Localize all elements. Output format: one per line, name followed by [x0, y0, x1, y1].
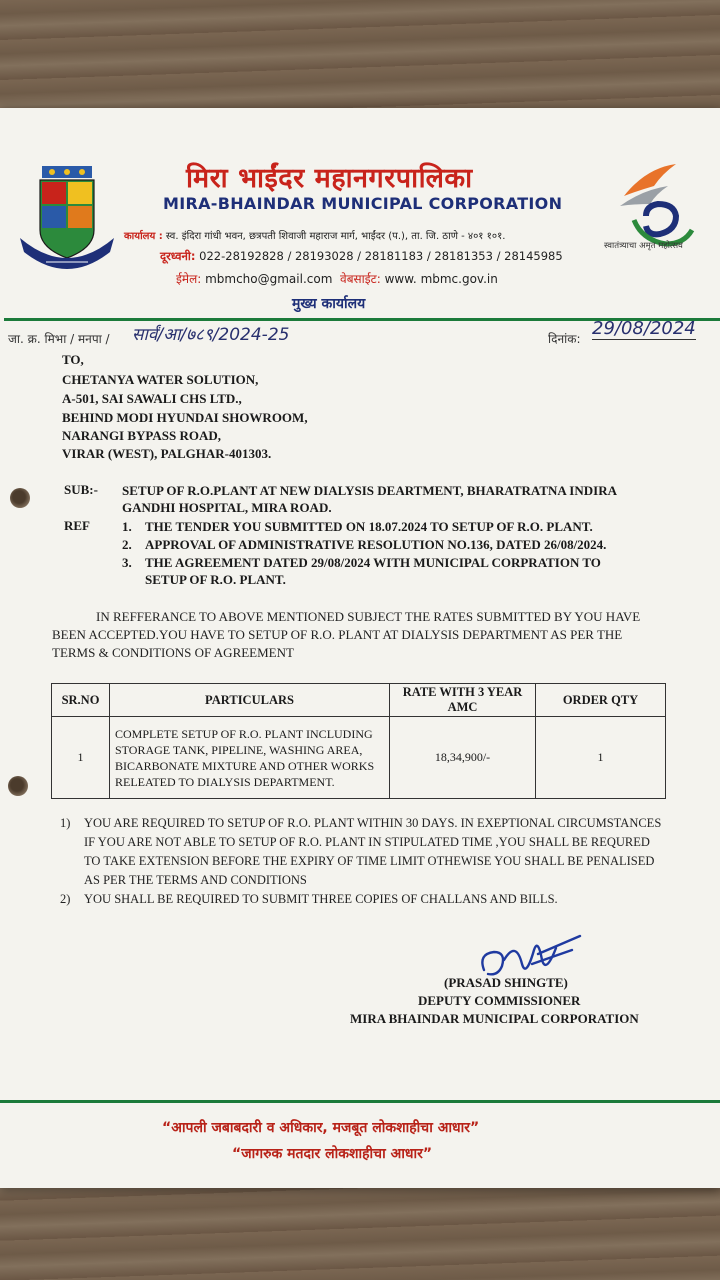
condition-item [60, 890, 672, 910]
reference-item [122, 554, 662, 571]
reference-item [122, 536, 662, 553]
body-paragraph [52, 608, 666, 662]
footer-slogan: “जागरुक मतदार लोकशाहीचा आधार” [232, 1146, 433, 1162]
corporation-title-english: MIRA-BHAINDAR MUNICIPAL CORPORATION [163, 194, 563, 213]
reference-number: सार्वं/आ/७८९/2024-25 [132, 325, 290, 345]
website-text: www. mbmc.gov.in [384, 272, 498, 286]
signatory-name: (PRASAD SHINGTE) [444, 975, 568, 990]
reference-continuation: SETUP OF R.O. PLANT. [145, 572, 286, 587]
office-address [124, 228, 505, 242]
references-label: REF [64, 518, 90, 533]
office-contact [176, 270, 498, 287]
corporation-title-marathi: मिरा भाईंदर महानगरपालिका [186, 163, 473, 194]
subject-label: SUB:- [64, 482, 98, 497]
date-label: दिनांक: [548, 332, 581, 346]
footer-slogan: “आपली जबाबदारी व अधिकार, मजबूत लोकशाहीचा आधार” [162, 1120, 480, 1136]
cell-sr-no: 1 [52, 717, 110, 799]
condition-text: YOU SHALL BE REQUIRED TO SUBMIT THREE COPIES OF CHALLANS AND BILLS. [84, 892, 558, 906]
address-text: स्व. इंदिरा गांधी भवन, छत्रपती शिवाजी महाराज मार्ग, भाईंदर (प.), ता. जि. ठाणे - ४०१ १०१. [165, 231, 506, 242]
reference-number-3: 3. [122, 555, 132, 570]
col-sr-no: SR.NO [52, 684, 110, 717]
recipient-line: VIRAR (WEST), PALGHAR-401303. [62, 446, 272, 461]
reference-item [122, 518, 662, 535]
phone-label: दूरध्वनी: [160, 249, 196, 263]
col-rate: RATE WITH 3 YEAR AMC [390, 684, 536, 717]
condition-number: 2) [60, 892, 71, 906]
reference-text: THE TENDER YOU SUBMITTED ON 18.07.2024 TO SETUP OF R.O. PLANT. [145, 519, 593, 534]
corporation-crest-logo [16, 166, 118, 276]
footer-divider [0, 1100, 720, 1103]
reference-label: जा. क्र. मिभा / मनपा / [8, 332, 110, 346]
head-office-label: मुख्य कार्यालय [292, 296, 366, 312]
table-header-row [52, 684, 666, 717]
email-text: mbmcho@gmail.com [205, 272, 333, 286]
email-label: ईमेल: [176, 272, 202, 286]
address-label: कार्यालय : [124, 231, 163, 242]
amrit-mahotsav-logo [606, 160, 706, 252]
reference-text: APPROVAL OF ADMINISTRATIVE RESOLUTION NO.136, DATED 26/08/2024. [145, 537, 607, 552]
cell-rate: 18,34,900/- [390, 717, 536, 799]
col-particulars: PARTICULARS [110, 684, 390, 717]
col-order-qty: ORDER QTY [536, 684, 666, 717]
condition-item [60, 814, 672, 894]
reference-text: THE AGREEMENT DATED 29/08/2024 WITH MUNICIPAL CORPRATION TO [145, 555, 601, 570]
signatory-role: DEPUTY COMMISSIONER [418, 993, 581, 1008]
recipient-line: CHETANYA WATER SOLUTION, [62, 372, 259, 387]
signatory-organization: MIRA BHAINDAR MUNICIPAL CORPORATION [350, 1011, 639, 1026]
recipient-line: BEHIND MODI HYUNDAI SHOWROOM, [62, 410, 308, 425]
letter-date: 29/08/2024 [592, 318, 696, 339]
cell-order-qty: 1 [536, 717, 666, 799]
subject-text: SETUP OF R.O.PLANT AT NEW DIALYSIS DEARTMENT, BHARATRATNA INDIRA GANDHI HOSPITAL, MIRA ROAD. [122, 483, 617, 515]
recipient-line: A-501, SAI SAWALI CHS LTD., [62, 391, 242, 406]
website-label: वेबसाईट: [340, 272, 381, 286]
table-row [52, 717, 666, 799]
recipient-line: NARANGI BYPASS ROAD, [62, 428, 222, 443]
order-table [51, 683, 666, 799]
punch-hole [8, 776, 28, 796]
condition-number: 1) [60, 816, 71, 830]
amrit-mahotsav-caption: स्वातंत्र्याचा अमृत महोत्सव [604, 241, 683, 251]
letter-page [0, 108, 720, 1188]
punch-hole [10, 488, 30, 508]
to-label: TO, [62, 352, 84, 367]
reference-number-1: 1. [122, 519, 132, 534]
reference-number-2: 2. [122, 537, 132, 552]
condition-text: YOU ARE REQUIRED TO SETUP OF R.O. PLANT WITHIN 30 DAYS. IN EXEPTIONAL CIRCUMSTANCES IF YOU ARE NOT ABLE TO SETUP OF R.O. PLANT IN STIPULATED TIME ,YOU SHALL BE REQURED TO TAKE EXTENSION BEFORE THE EXPIRY OF TIME LIMIT OTHEWISE YOU SHALL BE PENALISED AS PER THE TERMS AND CONDITIONS [84, 816, 662, 887]
body-text: IN REFFERANCE TO ABOVE MENTIONED SUBJECT THE RATES SUBMITTED BY YOU HAVE BEEN ACCEPTED.YOU HAVE TO SETUP OF R.O. PLANT AT DIALYSIS DEPARTMENT AS PER THE TERMS & CONDITIONS OF AGREEMENT [52, 609, 641, 660]
phone-numbers: 022-28192828 / 28193028 / 28181183 / 28181353 / 28145985 [199, 249, 563, 263]
office-phones [160, 249, 563, 264]
cell-particulars: COMPLETE SETUP OF R.O. PLANT INCLUDING STORAGE TANK, PIPELINE, WASHING AREA, BICARBONATE MIXTURE AND OTHER WORKS RELEATED TO DIALYSIS DEPARTMENT. [110, 717, 390, 799]
